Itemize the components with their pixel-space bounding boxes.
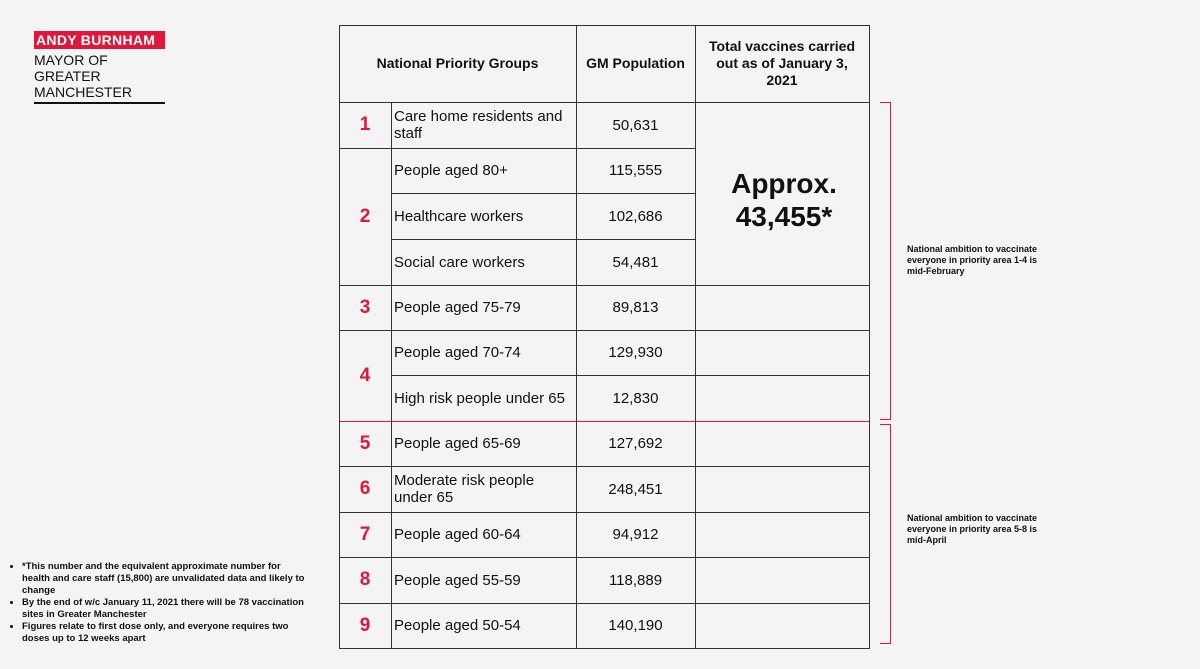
group-name: People aged 60-64 xyxy=(394,526,521,543)
group-name: People aged 70-74 xyxy=(394,344,521,361)
population-value: 89,813 xyxy=(612,299,659,316)
population-value: 12,830 xyxy=(612,389,659,407)
group-name: People aged 75-79 xyxy=(394,299,521,316)
priority-number: 3 xyxy=(359,296,371,318)
bracket-priority-1-4 xyxy=(880,102,891,420)
footnote-item: • Figures relate to first dose only, and everyone requires two doses up to 12 weeks apart xyxy=(22,621,309,645)
priority-number: 5 xyxy=(359,432,371,454)
footnotes xyxy=(9,561,309,645)
priority-number: 8 xyxy=(359,569,371,590)
priority-number: 1 xyxy=(359,114,371,135)
priority-number: 6 xyxy=(359,478,371,499)
logo-line-2: GREATER xyxy=(34,68,101,84)
population-value: 115,555 xyxy=(608,162,663,179)
header-population: GM Population xyxy=(586,55,685,71)
group-name: People aged 55-59 xyxy=(394,571,521,589)
group-name: Care home residents and staff xyxy=(394,108,563,142)
mayor-logo xyxy=(34,31,165,104)
group-name: Moderate risk people under 65 xyxy=(394,472,535,506)
logo-subtitle xyxy=(34,52,165,104)
priority-number: 9 xyxy=(359,614,371,636)
population-value: 127,692 xyxy=(608,435,663,452)
ambition-first: National ambition to vaccinate everyone in priority area 1-4 is mid-February xyxy=(907,244,1038,276)
group-name: Healthcare workers xyxy=(394,207,524,225)
logo-line-1: MAYOR OF xyxy=(34,52,108,68)
population-value: 118,889 xyxy=(608,571,663,589)
population-value: 102,686 xyxy=(608,207,663,225)
population-value: 94,912 xyxy=(612,526,659,543)
group-name: People aged 65-69 xyxy=(394,435,521,452)
vaccines-total: Approx. 43,455* xyxy=(731,168,837,232)
priority-number: 7 xyxy=(359,523,371,545)
population-value: 50,631 xyxy=(612,116,659,134)
population-value: 129,930 xyxy=(608,344,663,361)
group-name: People aged 80+ xyxy=(394,162,508,179)
population-value: 140,190 xyxy=(608,617,663,634)
logo-name: ANDY BURNHAM xyxy=(34,31,165,49)
group-name: People aged 50-54 xyxy=(394,617,521,634)
group-name: High risk people under 65 xyxy=(394,389,565,407)
footnote-item: • *This number and the equivalent approximate number for health and care staff (15,800) are unvalidated data and likely to change xyxy=(22,561,309,597)
bracket-priority-5-8 xyxy=(880,424,891,644)
group-name: Social care workers xyxy=(394,253,525,271)
priority-number: 4 xyxy=(359,364,371,386)
priority-table xyxy=(339,25,870,649)
logo-line-3: MANCHESTER xyxy=(34,84,133,100)
population-value: 248,451 xyxy=(608,480,663,498)
priority-number: 2 xyxy=(359,205,371,227)
header-vaccines: Total vaccines carried out as of January 3, 2021 xyxy=(708,38,856,88)
footnote-item: • By the end of w/c January 11, 2021 there will be 78 vaccination sites in Greater Manchester xyxy=(22,597,309,621)
ambition-second: National ambition to vaccinate everyone in priority area 5-8 is mid-April xyxy=(907,513,1038,545)
population-value: 54,481 xyxy=(612,253,659,271)
header-groups: National Priority Groups xyxy=(376,55,539,71)
